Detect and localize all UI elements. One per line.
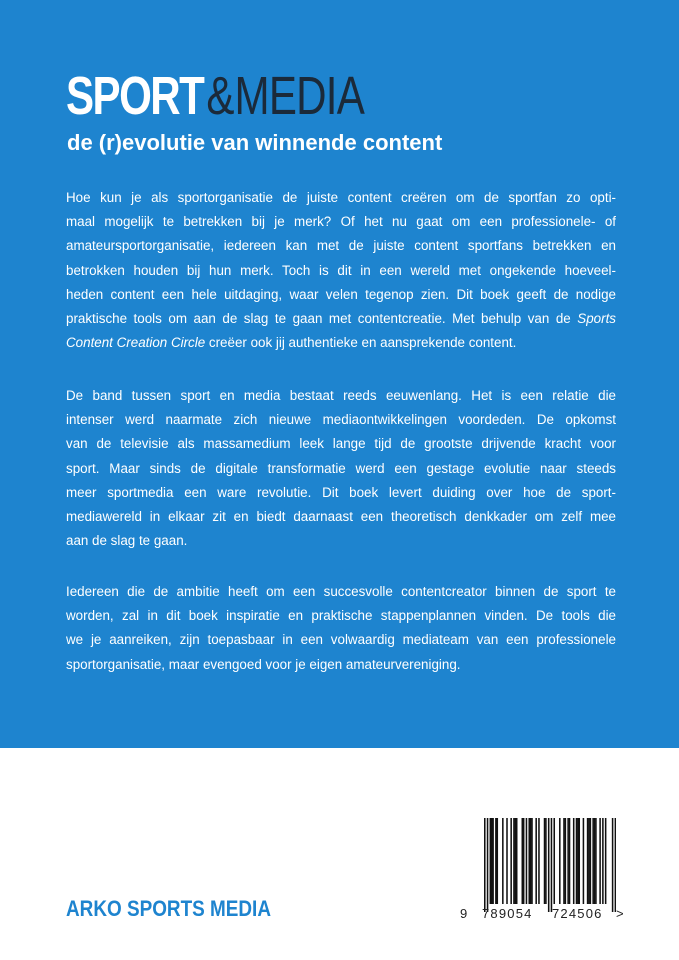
barcode-bar	[513, 818, 515, 904]
barcode-bar	[578, 818, 580, 904]
text-line	[66, 331, 616, 355]
text-line: intenser werd naarmate zich nieuwe mediaontwikkelingen voordeden. De opkomst	[66, 412, 616, 428]
text-line: Hoe kun je als sportorganisatie de juiste content creëren om de sportfan zo opti-	[66, 190, 616, 205]
barcode-bar	[615, 818, 616, 912]
quiet-zone-marker: >	[616, 906, 624, 921]
publisher-logo: ARKO SPORTS MEDIA	[66, 896, 271, 921]
barcode-bar	[599, 818, 601, 904]
title-media: MEDIA	[234, 66, 365, 126]
barcode-bar	[592, 818, 594, 904]
barcode-bar	[526, 818, 528, 904]
barcode-bar	[605, 818, 607, 904]
barcode-bar	[576, 818, 578, 904]
text-line: meer sportmedia een ware revolutie. Dit boek levert duiding over hoe de sport-	[66, 484, 616, 500]
text-line: sport. Maar sinds de digitale transformatie werd een gestage evolutie naar steeds	[66, 460, 616, 476]
isbn-lead-digit: 9	[460, 906, 468, 921]
barcode-bar	[594, 818, 596, 904]
barcode-bar	[553, 818, 555, 904]
barcode-bar	[523, 818, 525, 904]
barcode-bar	[567, 818, 569, 904]
barcode-bar	[544, 818, 546, 904]
text-line: sportorganisatie, maar evengoed voor je eigen amateurvereniging.	[66, 656, 461, 672]
text-fragment: praktische tools om aan de slag te gaan met contentcreatie. Met behulp van de	[66, 311, 571, 327]
isbn-group-2: 724506	[552, 906, 603, 921]
blurb-paragraph-2	[66, 384, 616, 553]
barcode-bar	[495, 818, 497, 904]
book-subtitle: de (r)evolutie van winnende content	[67, 130, 443, 155]
italic-term: Content Creation Circle	[66, 335, 206, 351]
barcode-bar	[491, 818, 493, 904]
isbn-barcode	[460, 812, 640, 924]
barcode-bar	[587, 818, 589, 904]
barcode-bar	[573, 818, 575, 904]
barcode-bar	[492, 818, 494, 904]
barcode-bar	[484, 818, 486, 912]
text-line: heden content een hele uitdaging, waar velen tegenop zien. Dit boek geeft de nodige	[66, 286, 616, 302]
barcode-bar	[490, 818, 492, 904]
barcode-bar	[487, 818, 489, 912]
book-title	[66, 63, 365, 126]
barcode-bar	[497, 818, 499, 904]
title-sport: SPORT	[66, 66, 204, 126]
text-line	[66, 307, 616, 331]
barcode-bar	[563, 818, 565, 904]
barcode-bar	[522, 818, 524, 904]
title-ampersand: &	[206, 66, 235, 126]
barcode-bar	[569, 818, 571, 904]
barcode-bar	[583, 818, 585, 904]
text-line: Iedereen die de ambitie heeft om een succesvolle contentcreator binnen de sport te	[66, 584, 616, 599]
text-line: amateursportorganisatie, iedereen kan met de juiste content sportfans betrekken en	[66, 238, 616, 254]
blurb-paragraph-1	[66, 186, 616, 355]
italic-term: Sports	[577, 311, 616, 327]
text-fragment: creëer ook jij authentieke en aansprekende content.	[205, 335, 517, 351]
barcode-bars	[484, 818, 616, 912]
barcode-bar	[528, 818, 530, 904]
barcode-bar	[502, 818, 504, 904]
barcode-bar	[588, 818, 590, 904]
isbn-group-1: 789054	[482, 906, 533, 921]
isbn-number	[460, 906, 624, 921]
blurb-paragraph-3	[66, 580, 616, 677]
barcode-bar	[595, 818, 597, 904]
barcode-bar	[506, 818, 508, 904]
barcode-bar	[559, 818, 561, 904]
text-line: worden, zal in dit boek inspiratie en praktische stappenplannen vinden. De tools die	[66, 608, 616, 624]
text-line: van de televisie als massamedium leek lange tijd de grootste drijvende kracht voor	[66, 436, 616, 452]
barcode-bar	[535, 818, 537, 904]
barcode-bar	[551, 818, 553, 912]
text-line: aan de slag te gaan.	[66, 533, 188, 549]
barcode-bar	[612, 818, 614, 912]
barcode-bar	[515, 818, 517, 904]
text-line: maal mogelijk te betrekken bij je merk? Of het nu gaat om een professionele- of	[66, 214, 616, 230]
barcode-bar	[602, 818, 604, 904]
barcode-bar	[530, 818, 532, 904]
text-line: De band tussen sport en media bestaat reeds eeuwenlang. Het is een relatie die	[66, 388, 616, 403]
barcode-bar	[548, 818, 550, 912]
barcode-bar	[531, 818, 533, 904]
barcode-bar	[565, 818, 567, 904]
barcode-bar	[545, 818, 547, 904]
text-line: betrokken houden bij hun merk. Toch is dit in een wereld met ongekende hoeveel-	[66, 262, 616, 278]
text-line: mediawereld in elkaar zit en biedt daarnaast een theoretisch denkkader om zelf mee	[66, 509, 616, 525]
barcode-bar	[510, 818, 512, 904]
barcode-bar	[538, 818, 540, 904]
barcode-bar	[516, 818, 518, 904]
text-line: we je aanreiken, zijn toepasbaar in een volwaardig mediateam van een professionele	[66, 632, 616, 648]
barcode-bar	[590, 818, 592, 904]
barcode-bar	[577, 818, 579, 904]
